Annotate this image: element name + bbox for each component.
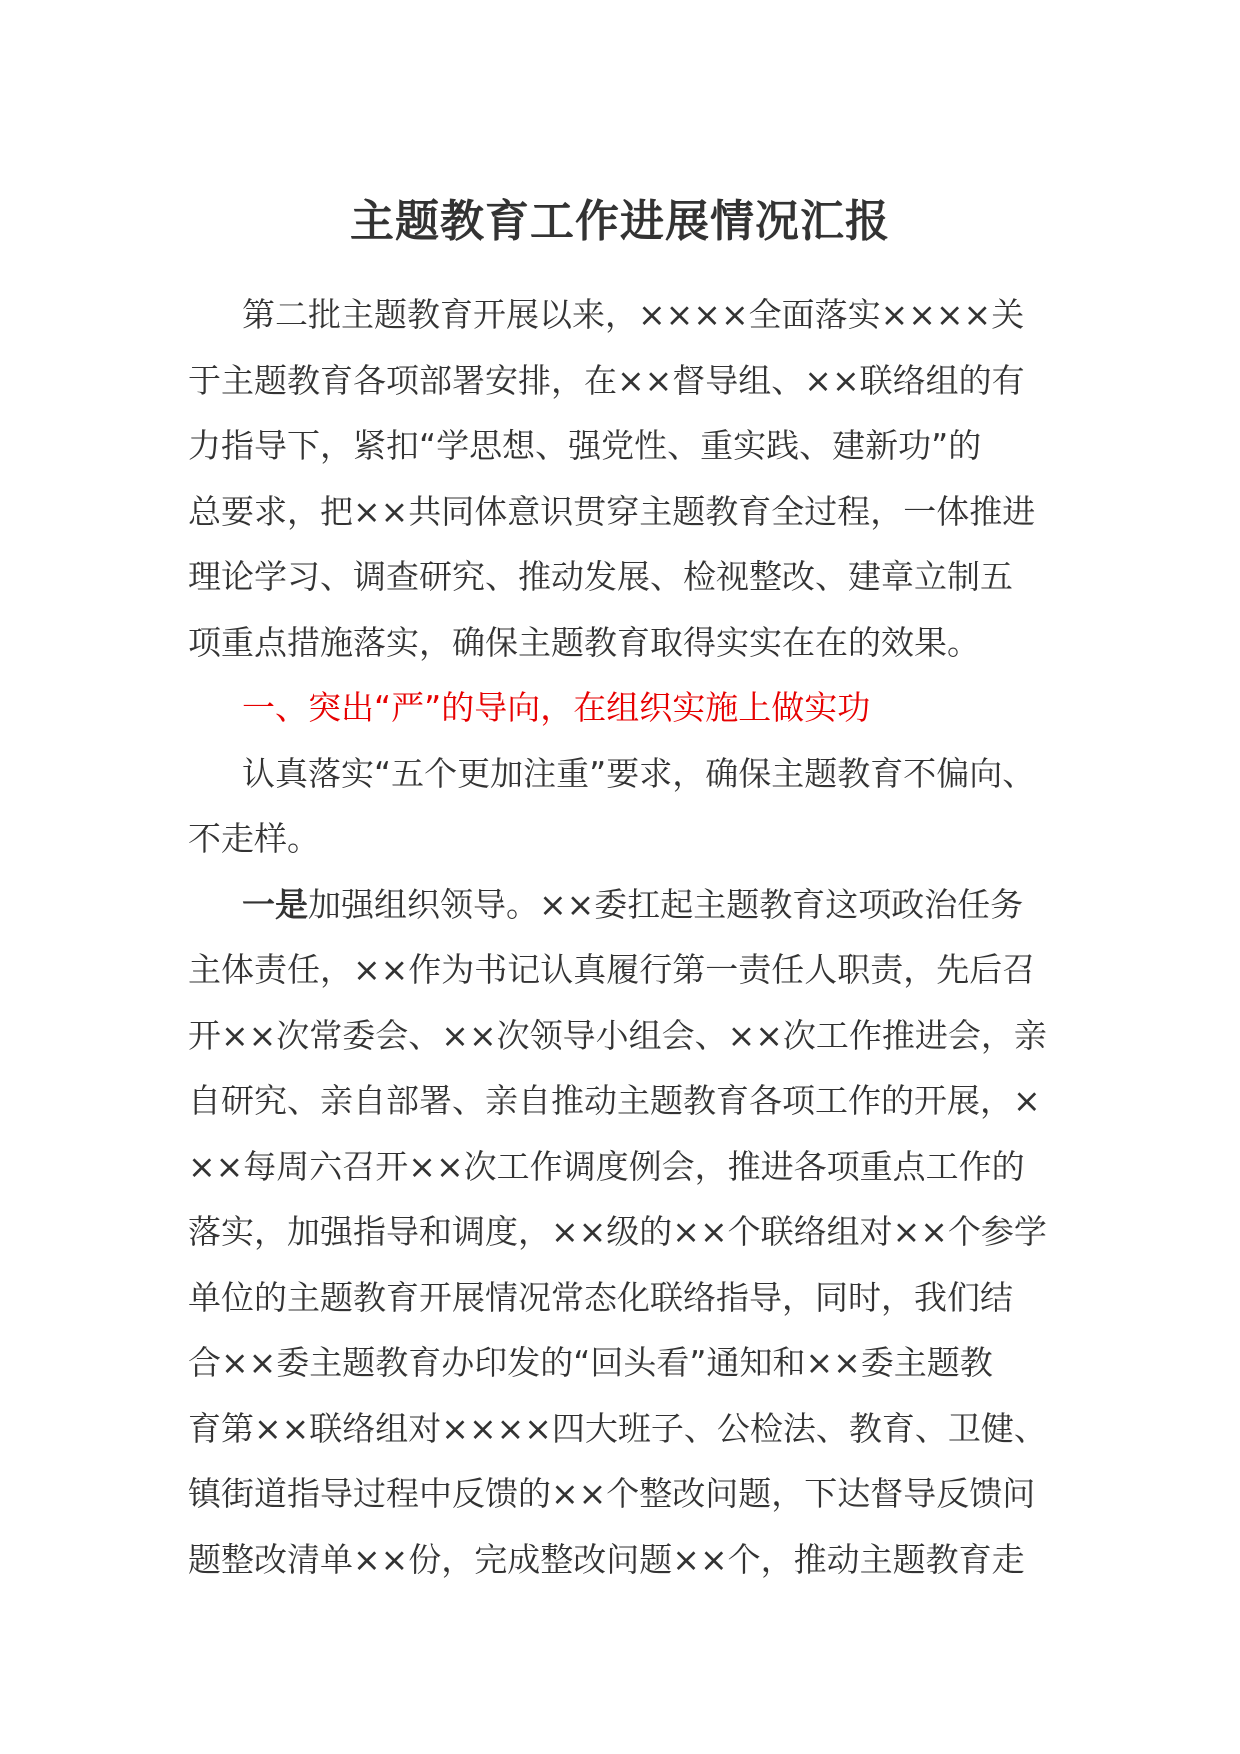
paragraph-2-line-2: 不走样。 [188, 819, 320, 858]
paragraph-2-line-1: 认真落实“五个更加注重”要求，确保主题教育不偏向、 [242, 753, 1036, 793]
paragraph-3-line-7: 单位的主题教育开展情况常态化联络指导，同时，我们结 [188, 1277, 1013, 1317]
paragraph-3-line-5: ××每周六召开××次工作调度例会，推进各项重点工作的 [188, 1146, 1025, 1186]
paragraph-1-line-2: 于主题教育各项部署安排，在××督导组、××联络组的有 [188, 360, 1025, 400]
paragraph-3-line-1 [188, 872, 1060, 938]
paragraph-3-line-6: 落实，加强指导和调度，××级的××个联络组对××个参学 [188, 1212, 1047, 1251]
paragraph-3-line-3: 开××次常委会、××次领导小组会、××次工作推进会，亲 [188, 1015, 1047, 1055]
paragraph-1-line-6: 项重点措施落实，确保主题教育取得实实在在的效果。 [188, 622, 980, 662]
paragraph-3-line-1-text: 加强组织领导。××委扛起主题教育这项政治任务 [308, 884, 1024, 924]
paragraph-1-line-1: 第二批主题教育开展以来，××××全面落实××××关 [242, 295, 1025, 334]
section-heading-1: 一、突出“严”的导向，在组织实施上做实功 [242, 688, 871, 727]
paragraph-3-line-8: 合××委主题教育办印发的“回头看”通知和××委主题教 [188, 1343, 993, 1382]
paragraph-3-line-9: 育第××联络组对××××四大班子、公检法、教育、卫健、 [188, 1408, 1047, 1448]
paragraph-3-line-11: 题整改清单××份，完成整改问题××个，推动主题教育走 [188, 1539, 1025, 1579]
paragraph-1-line-5: 理论学习、调查研究、推动发展、检视整改、建章立制五 [188, 557, 1013, 596]
paragraph-3-line-10: 镇街道指导过程中反馈的××个整改问题，下达督导反馈问 [188, 1474, 1036, 1513]
lead-phrase: 一是 [242, 884, 308, 924]
document-body [188, 282, 1060, 1592]
paragraph-1-line-3: 力指导下，紧扣“学思想、强党性、重实践、建新功”的 [188, 426, 982, 465]
paragraph-1-line-4: 总要求，把××共同体意识贯穿主题教育全过程，一体推进 [188, 491, 1036, 531]
paragraph-3-line-2: 主体责任，××作为书记认真履行第一责任人职责，先后召 [188, 950, 1036, 989]
document-title: 主题教育工作进展情况汇报 [350, 196, 890, 247]
paragraph-3-line-4: 自研究、亲自部署、亲自推动主题教育各项工作的开展，× [188, 1081, 1041, 1120]
